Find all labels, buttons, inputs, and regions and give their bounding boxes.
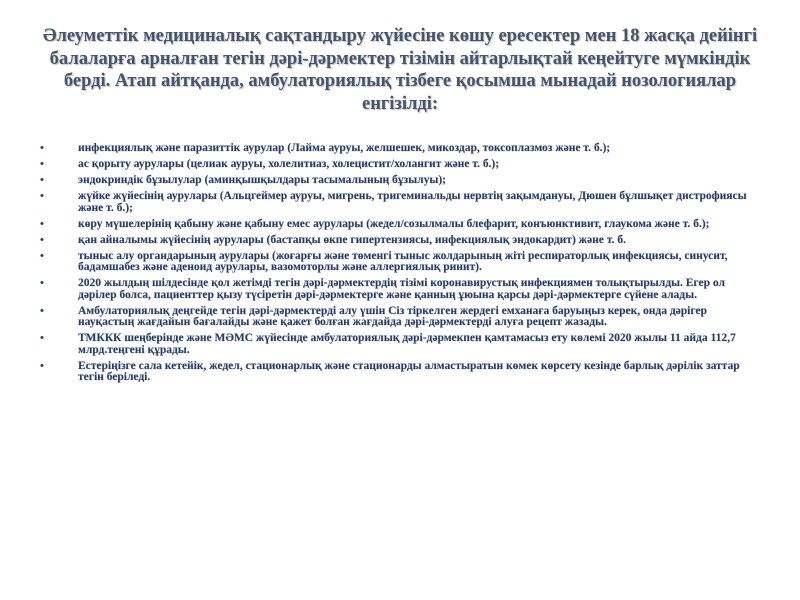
bullet-item [40,333,764,356]
bullet-icon: • [40,190,44,202]
bullet-text: ас қорыту аурулары (целиак ауруы, холелитиаз, холецистит/холангит және т. б.); [78,158,500,170]
bullet-icon: • [40,217,44,230]
bullet-text: жүйке жүйесінің аурулары (Альцгеймер ауруы, мигрень, тригеминальды нервтің зақымдануы, Дюшен бұлшықет дистрофиясы және т. б.); [78,190,747,214]
bullet-icon: • [40,142,44,154]
bullet-item [40,191,764,214]
bullet-icon: • [40,158,44,170]
bullet-item [40,159,764,171]
bullet-text: тыныс алу органдарының аурулары (жоғарғы және төменгі тыныс жолдарының жіті респираторлық инфекциясы, синусит, бадамшабез және аденоид аурулары, вазомоторлы және аллергиялық ринит). [78,249,728,273]
slide-title: Әлеуметтік медициналық сақтандыру жүйесіне көшу ересектер мен 18 жасқа дейінгі балаларға арналған тегін дәрі-дәрмектер тізімін айтарлықтай кеңейтуге мүмкіндік берді. Атап айтқанда, амбулаториялық тізбеге қосымша мынадай нозологиялар енгізілді: [42,26,758,114]
bullet-item [40,219,764,231]
bullet-text: қан айналымы жүйесінің аурулары (бастапқы өкпе гипертензиясы, инфекциялық эндокардит) және т. б. [78,233,626,246]
bullet-icon: • [40,249,44,262]
bullet-icon: • [40,277,44,289]
bullet-text: көру мүшелерінің қабыну және қабыну емес аурулары (жедел/созылмалы блефарит, конъюнктивит, глаукома және т. б.); [78,217,710,230]
bullet-item [40,306,764,329]
bullet-item [40,175,764,187]
bullet-text: инфекциялық және паразиттік аурулар (Лайма ауруы, желшешек, микоздар, токсоплазмоз және т. б.); [78,142,611,154]
bullet-item [40,278,764,301]
bullet-item [40,235,764,247]
bullet-icon: • [40,332,44,344]
bullet-icon: • [40,359,44,372]
bullet-text: ТМККК шеңберінде және МӘМС жүйесінде амбулаториялық дәрі-дәрмекпен қамтамасыз ету көлемі 2020 жылы 11 айда 112,7 млрд.теңгені құрады. [78,332,736,356]
bullet-item [40,251,764,274]
bullet-text: 2020 жылдың шілдесінде қол жетімді тегін дәрі-дәрмектердің тізімі коронавирустық инфекциямен толықтырылды. Егер ол дәрілер болса, пациенттер қызу түсіретін дәрі-дәрмектерге және қанның ұюына қарсы дәрі-дәрмектерге сүйене алады. [78,277,725,301]
bullet-text: эндокриндік бұзылулар (аминқышқылдары тасымалының бұзылуы); [78,174,446,186]
bullet-icon: • [40,304,44,317]
bullet-text: Амбулаториялық деңгейде тегін дәрі-дәрмектерді алу үшін Сіз тіркелген жердегі емханаға баруыңыз керек, онда дәрігер науқастың жағдайын бағалайды және қажет болған жағдайда дәрі-дәрмектерді алуға рецепт жазады. [78,304,707,328]
bullet-icon: • [40,174,44,186]
bullet-item [40,361,764,384]
bullet-list [40,143,764,388]
bullet-text: Естеріңізге сала кетейік, жедел, стационарлық және стационарды алмастыратын көмек көрсету кезінде барлық дәрілік заттар тегін беріледі. [78,359,740,383]
bullet-item [40,143,764,155]
bullet-icon: • [40,233,44,246]
